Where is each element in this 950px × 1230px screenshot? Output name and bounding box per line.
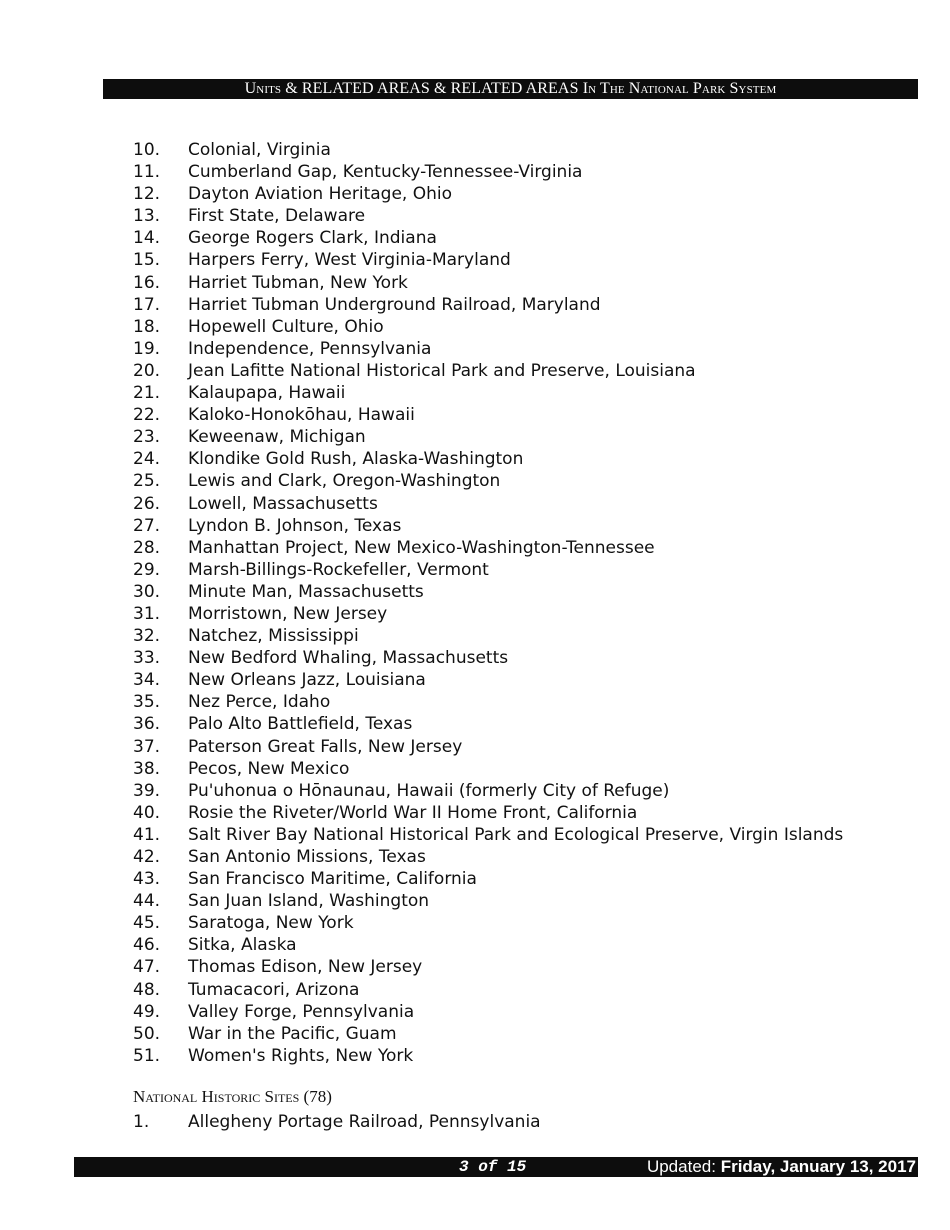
list-item: [133, 139, 843, 161]
item-number: 51.: [133, 1045, 161, 1066]
list-item: [133, 979, 843, 1001]
list-item: [133, 691, 843, 713]
list-item: [133, 780, 843, 802]
item-number: 35.: [133, 692, 161, 713]
list-item: [133, 868, 843, 890]
item-text: Nez Perce, Idaho: [188, 692, 331, 713]
list-item: [133, 1023, 843, 1045]
item-text: Lyndon B. Johnson, Texas: [188, 515, 402, 536]
item-number: 23.: [133, 427, 161, 448]
item-text: Allegheny Portage Railroad, Pennsylvania: [188, 1112, 541, 1132]
item-number: 13.: [133, 206, 161, 227]
item-number: 17.: [133, 294, 161, 315]
list-item: [133, 890, 843, 912]
updated-stamp: [647, 1157, 916, 1177]
item-number: 49.: [133, 1001, 161, 1022]
item-text: Harriet Tubman, New York: [188, 272, 408, 293]
item-number: 37.: [133, 736, 161, 757]
item-text: Palo Alto Battlefield, Texas: [188, 714, 413, 735]
item-text: Harpers Ferry, West Virginia-Maryland: [188, 250, 511, 271]
item-text: George Rogers Clark, Indiana: [188, 228, 437, 249]
item-number: 46.: [133, 935, 161, 956]
item-number: 45.: [133, 913, 161, 934]
list-item: [133, 205, 843, 227]
page-number: 3 of 15: [459, 1158, 527, 1176]
list-item: [133, 625, 843, 647]
list-item: [133, 360, 843, 382]
item-text: War in the Pacific, Guam: [188, 1023, 397, 1044]
item-text: Rosie the Riveter/World War II Home Front, California: [188, 802, 638, 823]
item-number: 38.: [133, 758, 161, 779]
item-text: Harriet Tubman Underground Railroad, Maryland: [188, 294, 601, 315]
list-item: [133, 934, 843, 956]
item-number: 33.: [133, 648, 161, 669]
section-heading: National Historic Sites (78): [133, 1087, 332, 1106]
list-item: [133, 272, 843, 294]
item-number: 25.: [133, 471, 161, 492]
item-text: Lewis and Clark, Oregon-Washington: [188, 471, 501, 492]
item-text: Hopewell Culture, Ohio: [188, 316, 384, 337]
list-item: [133, 1045, 843, 1067]
item-text: Manhattan Project, New Mexico-Washington-Tennessee: [188, 537, 655, 558]
item-number: 28.: [133, 537, 161, 558]
item-text: Paterson Great Falls, New Jersey: [188, 736, 463, 757]
list-item: [133, 736, 843, 758]
item-text: Women's Rights, New York: [188, 1045, 414, 1066]
list-item: [133, 824, 843, 846]
item-number: 20.: [133, 360, 161, 381]
item-number: 16.: [133, 272, 161, 293]
item-text: Pecos, New Mexico: [188, 758, 350, 779]
item-text: San Antonio Missions, Texas: [188, 847, 426, 867]
list-item: [133, 448, 843, 470]
list-item: [133, 846, 843, 868]
list-item: [133, 316, 843, 338]
item-number: 48.: [133, 979, 161, 1000]
list-item: [133, 515, 843, 537]
park-list: [133, 139, 843, 1067]
item-text: Valley Forge, Pennsylvania: [188, 1001, 415, 1022]
item-text: Salt River Bay National Historical Park and Ecological Preserve, Virgin Islands: [188, 824, 844, 845]
list-item: [133, 603, 843, 625]
list-item: [133, 426, 843, 448]
list-item: [133, 183, 843, 205]
item-text: Cumberland Gap, Kentucky-Tennessee-Virginia: [188, 162, 583, 183]
item-number: 24.: [133, 449, 161, 470]
item-text: Thomas Edison, New Jersey: [188, 957, 423, 978]
item-text: Kaloko-Honokōhau, Hawaii: [188, 405, 415, 426]
list-item: [133, 338, 843, 360]
list-item: [133, 956, 843, 978]
item-text: Independence, Pennsylvania: [188, 338, 432, 359]
item-number: 21.: [133, 383, 161, 404]
item-number: 43.: [133, 869, 161, 890]
item-number: 34.: [133, 670, 161, 691]
list-item: [133, 537, 843, 559]
item-number: 42.: [133, 847, 161, 867]
item-text: Marsh-Billings-Rockefeller, Vermont: [188, 559, 489, 580]
item-number: 39.: [133, 780, 161, 801]
item-text: Keweenaw, Michigan: [188, 427, 366, 448]
list-item: [133, 802, 843, 824]
item-number: 12.: [133, 184, 161, 205]
item-number: 29.: [133, 559, 161, 580]
item-number: 44.: [133, 891, 161, 912]
item-number: 1.: [133, 1112, 150, 1132]
item-text: Jean Lafitte National Historical Park and Preserve, Louisiana: [188, 360, 696, 381]
list-item: [133, 404, 843, 426]
item-number: 15.: [133, 250, 161, 271]
page-header: [103, 79, 918, 99]
item-text: First State, Delaware: [188, 206, 366, 227]
item-number: 30.: [133, 581, 161, 602]
list-item: [133, 559, 843, 581]
updated-label: Updated:: [646, 1157, 716, 1176]
item-number: 36.: [133, 714, 161, 735]
item-text: Tumacacori, Arizona: [188, 979, 360, 1000]
list-item: [133, 1111, 541, 1133]
item-text: Saratoga, New York: [188, 913, 354, 934]
item-text: Morristown, New Jersey: [188, 603, 388, 624]
list-item: [133, 249, 843, 271]
item-number: 32.: [133, 626, 161, 647]
item-number: 50.: [133, 1023, 161, 1044]
item-text: Klondike Gold Rush, Alaska-Washington: [188, 449, 524, 470]
item-text: San Juan Island, Washington: [188, 891, 430, 912]
item-number: 10.: [133, 140, 161, 160]
list-item: [133, 647, 843, 669]
item-number: 19.: [133, 338, 161, 359]
updated-date: Friday, January 13, 2017: [720, 1157, 916, 1176]
item-text: Kalaupapa, Hawaii: [188, 383, 346, 404]
list-item: [133, 669, 843, 691]
list-item: [133, 1001, 843, 1023]
list-item: [133, 227, 843, 249]
item-text: Lowell, Massachusetts: [188, 493, 378, 514]
list-item: [133, 382, 843, 404]
item-text: Minute Man, Massachusetts: [188, 581, 424, 602]
item-number: 22.: [133, 405, 161, 426]
item-text: Dayton Aviation Heritage, Ohio: [188, 184, 452, 205]
list-item: [133, 713, 843, 735]
item-text: Natchez, Mississippi: [188, 626, 359, 647]
list-item: [133, 493, 843, 515]
item-number: 40.: [133, 802, 161, 823]
list-item: [133, 294, 843, 316]
item-text: New Bedford Whaling, Massachusetts: [188, 648, 509, 669]
list-item: [133, 758, 843, 780]
list-item: [133, 161, 843, 183]
item-text: Colonial, Virginia: [188, 140, 331, 160]
item-text: Sitka, Alaska: [188, 935, 297, 956]
historic-sites-list: [133, 1111, 541, 1133]
item-number: 11.: [133, 162, 161, 183]
list-item: [133, 470, 843, 492]
list-item: [133, 912, 843, 934]
item-text: New Orleans Jazz, Louisiana: [188, 670, 426, 691]
item-text: Pu'uhonua o Hōnaunau, Hawaii (formerly City of Refuge): [188, 780, 670, 801]
item-number: 41.: [133, 824, 161, 845]
item-number: 27.: [133, 515, 161, 536]
item-number: 31.: [133, 603, 161, 624]
item-number: 26.: [133, 493, 161, 514]
item-number: 47.: [133, 957, 161, 978]
item-number: 14.: [133, 228, 161, 249]
header-title: Units & RELATED AREAS & RELATED AREAS In The National Park System: [244, 80, 777, 97]
item-text: San Francisco Maritime, California: [188, 869, 477, 890]
item-number: 18.: [133, 316, 161, 337]
list-item: [133, 581, 843, 603]
page-footer: [74, 1157, 918, 1177]
